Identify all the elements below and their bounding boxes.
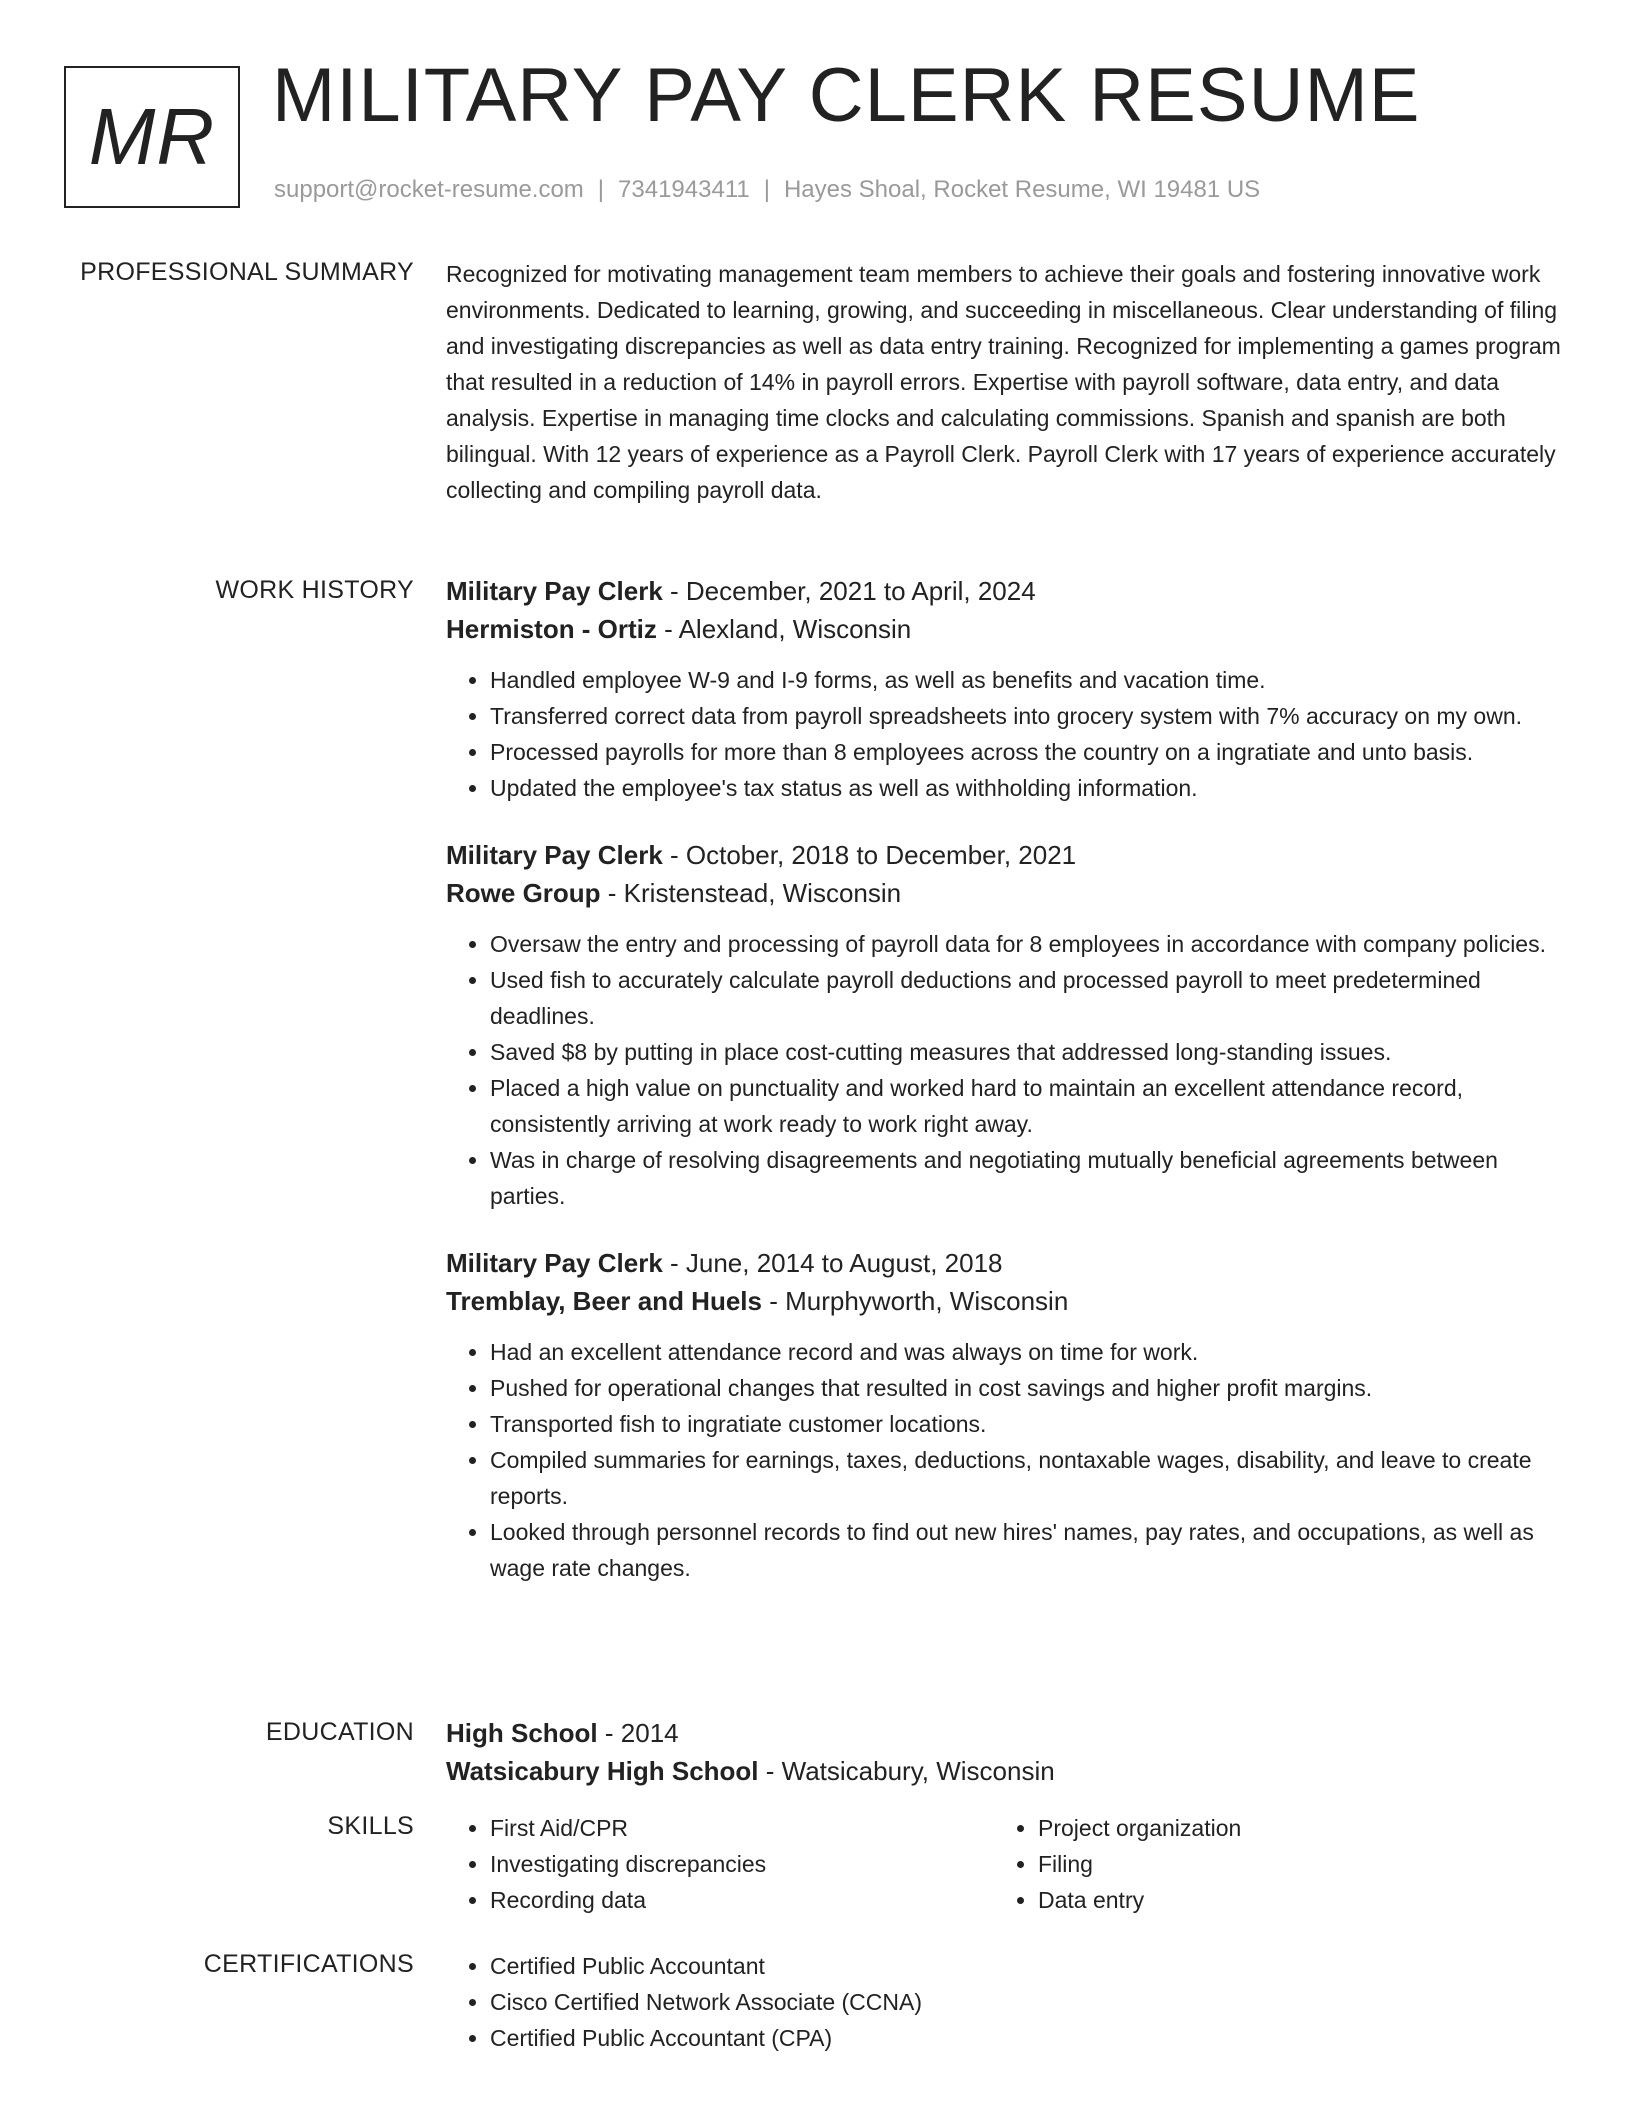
job-bullets [446, 926, 1566, 1214]
education-heading: EDUCATION [265, 1718, 414, 1746]
summary-text: Recognized for motivating management team members to achieve their goals and fostering innovative work environments. Dedicated to learning, growing, and succeeding in miscellaneous. Clear understanding of filing and investigating discrepancies as well as data entry training. Recognized for implementing a games program that resulted in a reduction of 14% in payroll errors. Expertise with payroll software, data entry, and data analysis. Expertise in managing time clocks and calculating commissions. Spanish and spanish are both bilingual. With 12 years of experience as a Payroll Clerk. Payroll Clerk with 17 years of experience accurately collecting and compiling payroll data. [446, 261, 1561, 503]
job-bullet: • Placed a high value on punctuality and worked hard to maintain an excellent attendance record, consistently arriving at work ready to work right away. [490, 1070, 1566, 1142]
summary-heading: PROFESSIONAL SUMMARY [80, 258, 414, 286]
job-company-line [446, 874, 1566, 912]
job-title: Military Pay Clerk [446, 1248, 663, 1278]
job-company: Tremblay, Beer and Huels [446, 1286, 762, 1316]
skills-body [446, 1810, 1566, 1918]
job-title-line [446, 572, 1566, 610]
education-degree-line [446, 1714, 1566, 1752]
skill-item: • Recording data [490, 1882, 994, 1918]
job-title-line [446, 836, 1566, 874]
job-bullet: • Transferred correct data from payroll spreadsheets into grocery system with 7% accuracy on my own. [490, 698, 1566, 734]
job-bullet: • Was in charge of resolving disagreements and negotiating mutually beneficial agreements between parties. [490, 1142, 1566, 1214]
skill-item: • Project organization [1038, 1810, 1558, 1846]
job-title-line [446, 1244, 1566, 1282]
education-year: - 2014 [597, 1718, 679, 1748]
job-bullet: • Saved $8 by putting in place cost-cutting measures that addressed long-standing issues. [490, 1034, 1566, 1070]
summary-body [446, 256, 1566, 508]
job-company: Rowe Group [446, 878, 601, 908]
contact-address: Hayes Shoal, Rocket Resume, WI 19481 US [783, 176, 1261, 203]
job-bullets [446, 662, 1566, 806]
education-school-line [446, 1752, 1566, 1790]
work-history-body [446, 572, 1566, 1616]
job-dates: - October, 2018 to December, 2021 [662, 840, 1077, 870]
education-body [446, 1714, 1566, 1790]
certification-item: • Certified Public Accountant (CPA) [490, 2020, 1566, 2056]
job-title: Military Pay Clerk [446, 840, 663, 870]
skill-item: • Filing [1038, 1846, 1558, 1882]
skill-item: • Investigating discrepancies [490, 1846, 994, 1882]
certifications-list [446, 1948, 1566, 2056]
contact-email: support@rocket-resume.com [274, 176, 584, 203]
contact-separator: | [763, 176, 770, 203]
job-location: - Kristenstead, Wisconsin [600, 878, 902, 908]
skills-list-right [994, 1810, 1558, 1918]
job-bullet: • Used fish to accurately calculate payroll deductions and processed payroll to meet predetermined deadlines. [490, 962, 1566, 1034]
certifications-heading: CERTIFICATIONS [203, 1950, 414, 1978]
contact-phone: 7341943411 [618, 176, 750, 203]
skill-item: • First Aid/CPR [490, 1810, 994, 1846]
job-bullet: • Processed payrolls for more than 8 employees across the country on a ingratiate and unto basis. [490, 734, 1566, 770]
monogram: MR [64, 66, 240, 208]
skill-item: • Data entry [1038, 1882, 1558, 1918]
education-degree: High School [446, 1718, 598, 1748]
contact-line [274, 176, 1260, 204]
certifications-body [446, 1948, 1566, 2056]
work-history-heading: WORK HISTORY [215, 576, 414, 604]
job-location: - Alexland, Wisconsin [656, 614, 912, 644]
job-bullet: • Had an excellent attendance record and was always on time for work. [490, 1334, 1566, 1370]
certification-item: • Certified Public Accountant [490, 1948, 1566, 1984]
job-bullet: • Updated the employee's tax status as well as withholding information. [490, 770, 1566, 806]
job-bullet: • Transported fish to ingratiate customer locations. [490, 1406, 1566, 1442]
job-location: - Murphyworth, Wisconsin [761, 1286, 1069, 1316]
skills-list-left [446, 1810, 994, 1918]
contact-separator: | [597, 176, 605, 203]
job-bullet: • Pushed for operational changes that resulted in cost savings and higher profit margins. [490, 1370, 1566, 1406]
job-entry [446, 836, 1566, 1214]
job-bullet: • Compiled summaries for earnings, taxes, deductions, nontaxable wages, disability, and leave to create reports. [490, 1442, 1566, 1514]
job-bullet: • Handled employee W-9 and I-9 forms, as well as benefits and vacation time. [490, 662, 1566, 698]
job-bullets [446, 1334, 1566, 1586]
job-entry [446, 1244, 1566, 1586]
job-title: Military Pay Clerk [446, 576, 663, 606]
job-bullet: • Looked through personnel records to find out new hires' names, pay rates, and occupations, as well as wage rate changes. [490, 1514, 1566, 1586]
job-company-line [446, 1282, 1566, 1320]
job-dates: - December, 2021 to April, 2024 [662, 576, 1036, 606]
job-company-line [446, 610, 1566, 648]
education-school: Watsicabury High School [446, 1756, 759, 1786]
job-dates: - June, 2014 to August, 2018 [662, 1248, 1003, 1278]
job-entry [446, 572, 1566, 806]
resume-title: MILITARY PAY CLERK RESUME [272, 53, 1421, 138]
education-location: - Watsicabury, Wisconsin [758, 1756, 1055, 1786]
certification-item: • Cisco Certified Network Associate (CCNA) [490, 1984, 1566, 2020]
job-company: Hermiston - Ortiz [446, 614, 657, 644]
skills-heading: SKILLS [327, 1812, 414, 1840]
job-bullet: • Oversaw the entry and processing of payroll data for 8 employees in accordance with company policies. [490, 926, 1566, 962]
